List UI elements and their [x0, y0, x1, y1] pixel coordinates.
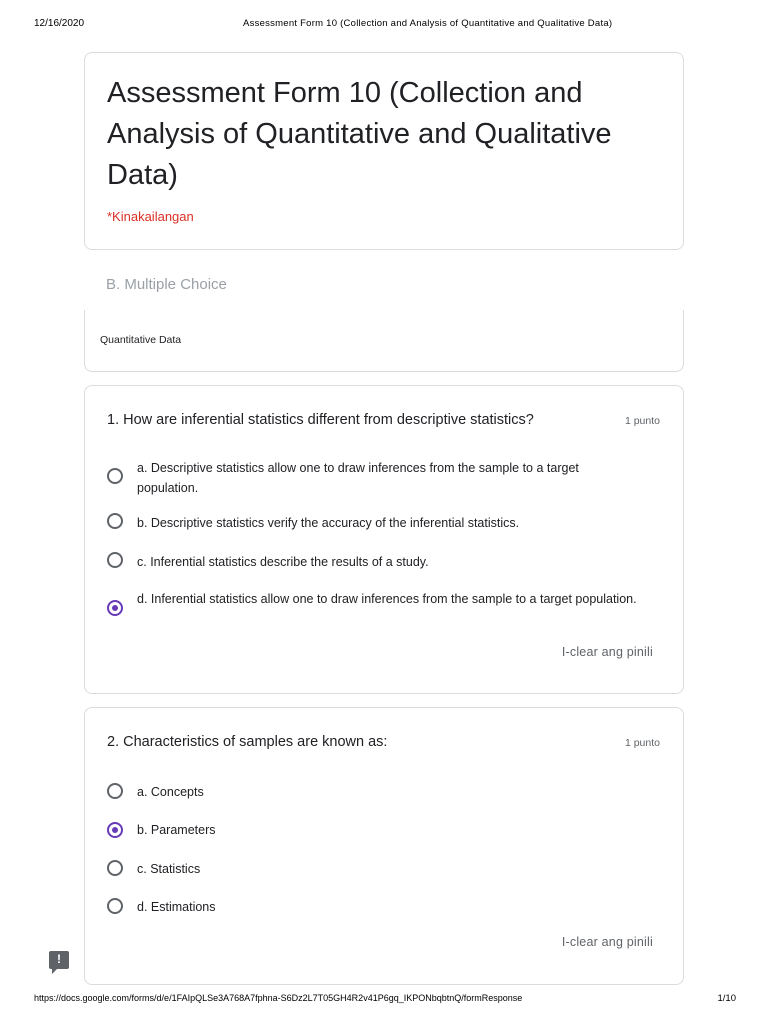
option-label: d. Inferential statistics allow one to draw inferences from the sample to a target population. [137, 592, 637, 606]
question-points: 1 punto [624, 737, 660, 749]
print-page-number: 1/10 [717, 993, 736, 1004]
report-feedback-icon[interactable] [49, 951, 69, 969]
option-label: a. Descriptive statistics allow one to draw inferences from the sample to a target population. [137, 461, 579, 495]
option-label: b. Descriptive statistics verify the accuracy of the inferential statistics. [137, 516, 520, 530]
required-note: *Kinakailangan [107, 209, 194, 224]
option-d[interactable] [107, 589, 647, 629]
print-footer-url: https://docs.google.com/forms/d/e/1FAIpQLSe3A768A7fphna-S6Dz2L7T05GH4R2v41P6gq_IKPONbqbtnQ/formResponse [34, 993, 523, 1003]
radio-button[interactable] [107, 468, 123, 484]
form-title-card [84, 52, 684, 250]
radio-button-selected[interactable] [107, 600, 123, 616]
question-text: 1. How are inferential statistics different from descriptive statistics? [107, 412, 534, 428]
option-b[interactable] [107, 513, 647, 533]
option-c[interactable] [107, 859, 647, 879]
form-title: Assessment Form 10 (Collection and Analysis of Quantitative and Qualitative Data) [107, 77, 612, 191]
option-label: d. Estimations [137, 900, 216, 914]
option-a[interactable] [107, 458, 647, 498]
option-label: a. Concepts [137, 785, 204, 799]
print-header-title: Assessment Form 10 (Collection and Analysis of Quantitative and Qualitative Data) [243, 18, 613, 29]
section-description: Quantitative Data [100, 334, 182, 346]
option-label: b. Parameters [137, 823, 216, 837]
print-date: 12/16/2020 [34, 18, 85, 29]
option-label: c. Statistics [137, 862, 201, 876]
section-label: B. Multiple Choice [106, 276, 227, 293]
question-card-1 [84, 385, 684, 694]
option-b[interactable] [107, 820, 647, 840]
radio-button[interactable] [107, 552, 123, 568]
radio-button-selected[interactable] [107, 822, 123, 838]
clear-selection-button[interactable]: I-clear ang pinili [561, 645, 653, 659]
option-c[interactable] [107, 552, 647, 572]
question-points: 1 punto [624, 415, 660, 427]
option-d[interactable] [107, 897, 647, 917]
question-text: 2. Characteristics of samples are known as: [107, 734, 388, 750]
section-description-card [84, 310, 684, 372]
radio-button[interactable] [107, 783, 123, 799]
option-a[interactable] [107, 782, 647, 802]
radio-button[interactable] [107, 860, 123, 876]
clear-selection-button[interactable]: I-clear ang pinili [561, 935, 653, 949]
option-label: c. Inferential statistics describe the results of a study. [137, 555, 429, 569]
question-card-2 [84, 707, 684, 985]
radio-button[interactable] [107, 513, 123, 529]
radio-button[interactable] [107, 898, 123, 914]
